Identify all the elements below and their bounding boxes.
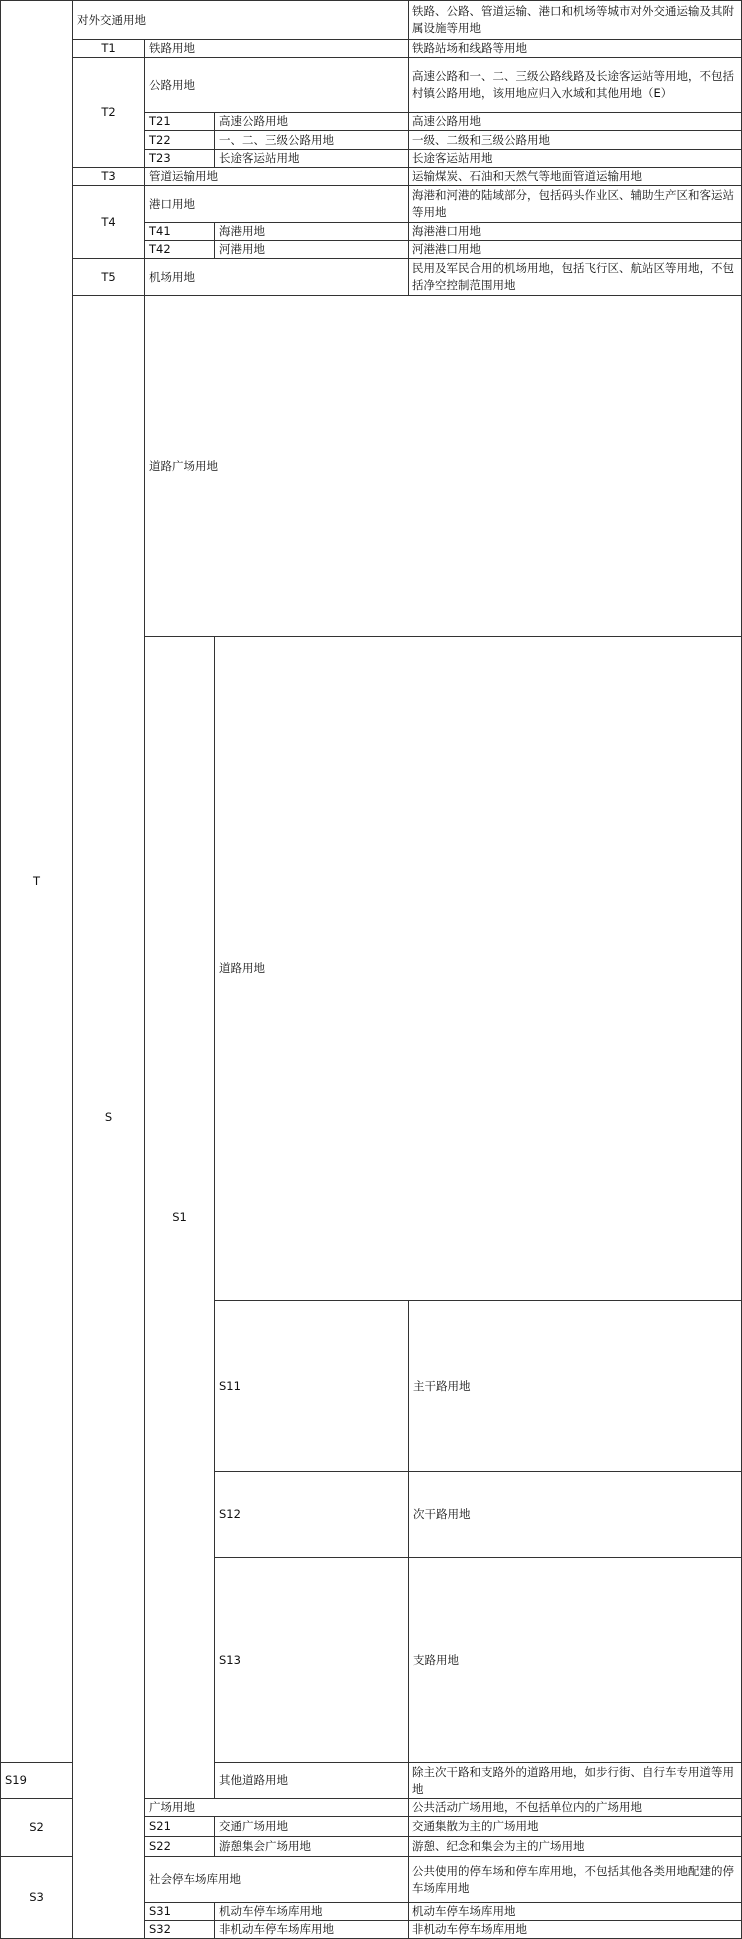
mid-class-name: 社会停车场库用地 bbox=[145, 1857, 409, 1903]
mid-class-name: 道路用地 bbox=[215, 637, 742, 1301]
sub-class-desc: 除主次干路和支路外的道路用地，如步行街、自行车专用道等用地 bbox=[409, 1763, 742, 1799]
mid-class-desc: 高速公路和一、二、三级公路线路及长途客运站等用地，不包括村镇公路用地，该用地应归入水域和其他用地（E） bbox=[409, 58, 742, 113]
major-class-name: 道路广场用地 bbox=[145, 296, 742, 637]
sub-class-desc: 河港港口用地 bbox=[409, 241, 742, 259]
table-row bbox=[1, 40, 742, 58]
mid-class-code: T5 bbox=[73, 259, 145, 296]
table-row bbox=[1, 259, 742, 296]
mid-class-code: T3 bbox=[73, 168, 145, 186]
sub-class-desc: 机动车停车场库用地 bbox=[409, 1903, 742, 1921]
sub-class-name: 其他道路用地 bbox=[215, 1763, 409, 1799]
mid-class-desc: 海港和河港的陆域部分，包括码头作业区、辅助生产区和客运站等用地 bbox=[409, 186, 742, 223]
mid-class-desc: 运输煤炭、石油和天然气等地面管道运输用地 bbox=[409, 168, 742, 186]
sub-class-name: 非机动车停车场库用地 bbox=[215, 1921, 409, 1939]
mid-class-code: T1 bbox=[73, 40, 145, 58]
major-class-code: S bbox=[73, 296, 145, 1939]
sub-class-code: T41 bbox=[145, 223, 215, 241]
sub-class-code: S19 bbox=[1, 1763, 73, 1799]
sub-class-code: S21 bbox=[145, 1817, 215, 1837]
sub-class-name: 主干路用地 bbox=[409, 1301, 742, 1472]
sub-class-desc: 高速公路用地 bbox=[409, 113, 742, 131]
major-class-name: 对外交通用地 bbox=[73, 1, 409, 40]
table-row bbox=[1, 58, 742, 113]
table-row bbox=[1, 1, 742, 40]
sub-class-desc: 长途客运站用地 bbox=[409, 150, 742, 168]
sub-class-code: S22 bbox=[145, 1837, 215, 1857]
sub-class-name: 次干路用地 bbox=[409, 1472, 742, 1558]
mid-class-name: 广场用地 bbox=[145, 1799, 409, 1817]
sub-class-desc: 海港港口用地 bbox=[409, 223, 742, 241]
sub-class-name: 游憩集会广场用地 bbox=[215, 1837, 409, 1857]
mid-class-code: S2 bbox=[1, 1799, 73, 1857]
mid-class-desc: 民用及军民合用的机场用地，包括飞行区、航站区等用地，不包括净空控制范围用地 bbox=[409, 259, 742, 296]
sub-class-code: S32 bbox=[145, 1921, 215, 1939]
major-class-code: T bbox=[1, 1, 73, 1763]
sub-class-desc: 交通集散为主的广场用地 bbox=[409, 1817, 742, 1837]
sub-class-name: 机动车停车场库用地 bbox=[215, 1903, 409, 1921]
sub-class-name: 河港用地 bbox=[215, 241, 409, 259]
sub-class-code: S31 bbox=[145, 1903, 215, 1921]
mid-class-desc: 公共活动广场用地，不包括单位内的广场用地 bbox=[409, 1799, 742, 1817]
sub-class-name: 高速公路用地 bbox=[215, 113, 409, 131]
sub-class-code: S13 bbox=[215, 1558, 409, 1763]
mid-class-name: 管道运输用地 bbox=[145, 168, 409, 186]
sub-class-desc: 一级、二级和三级公路用地 bbox=[409, 131, 742, 150]
sub-class-code: T42 bbox=[145, 241, 215, 259]
mid-class-name: 机场用地 bbox=[145, 259, 409, 296]
mid-class-name: 铁路用地 bbox=[145, 40, 409, 58]
mid-class-code: S3 bbox=[1, 1857, 73, 1939]
sub-class-code: S12 bbox=[215, 1472, 409, 1558]
sub-class-desc: 非机动车停车场库用地 bbox=[409, 1921, 742, 1939]
sub-class-name: 支路用地 bbox=[409, 1558, 742, 1763]
sub-class-name: 海港用地 bbox=[215, 223, 409, 241]
sub-class-name: 一、二、三级公路用地 bbox=[215, 131, 409, 150]
sub-class-code: T22 bbox=[145, 131, 215, 150]
sub-class-name: 交通广场用地 bbox=[215, 1817, 409, 1837]
mid-class-code: T2 bbox=[73, 58, 145, 168]
mid-class-code: T4 bbox=[73, 186, 145, 259]
sub-class-desc: 游憩、纪念和集会为主的广场用地 bbox=[409, 1837, 742, 1857]
mid-class-name: 港口用地 bbox=[145, 186, 409, 223]
table-row bbox=[1, 186, 742, 223]
major-class-desc: 铁路、公路、管道运输、港口和机场等城市对外交通运输及其附属设施等用地 bbox=[409, 1, 742, 40]
sub-class-code: S11 bbox=[215, 1301, 409, 1472]
sub-class-name: 长途客运站用地 bbox=[215, 150, 409, 168]
mid-class-desc: 铁路站场和线路等用地 bbox=[409, 40, 742, 58]
mid-class-name: 公路用地 bbox=[145, 58, 409, 113]
mid-class-desc: 公共使用的停车场和停车库用地，不包括其他各类用地配建的停车场库用地 bbox=[409, 1857, 742, 1903]
table-row bbox=[1, 296, 742, 637]
table-row bbox=[1, 168, 742, 186]
sub-class-code: T23 bbox=[145, 150, 215, 168]
mid-class-code: S1 bbox=[145, 637, 215, 1799]
sub-class-code: T21 bbox=[145, 113, 215, 131]
